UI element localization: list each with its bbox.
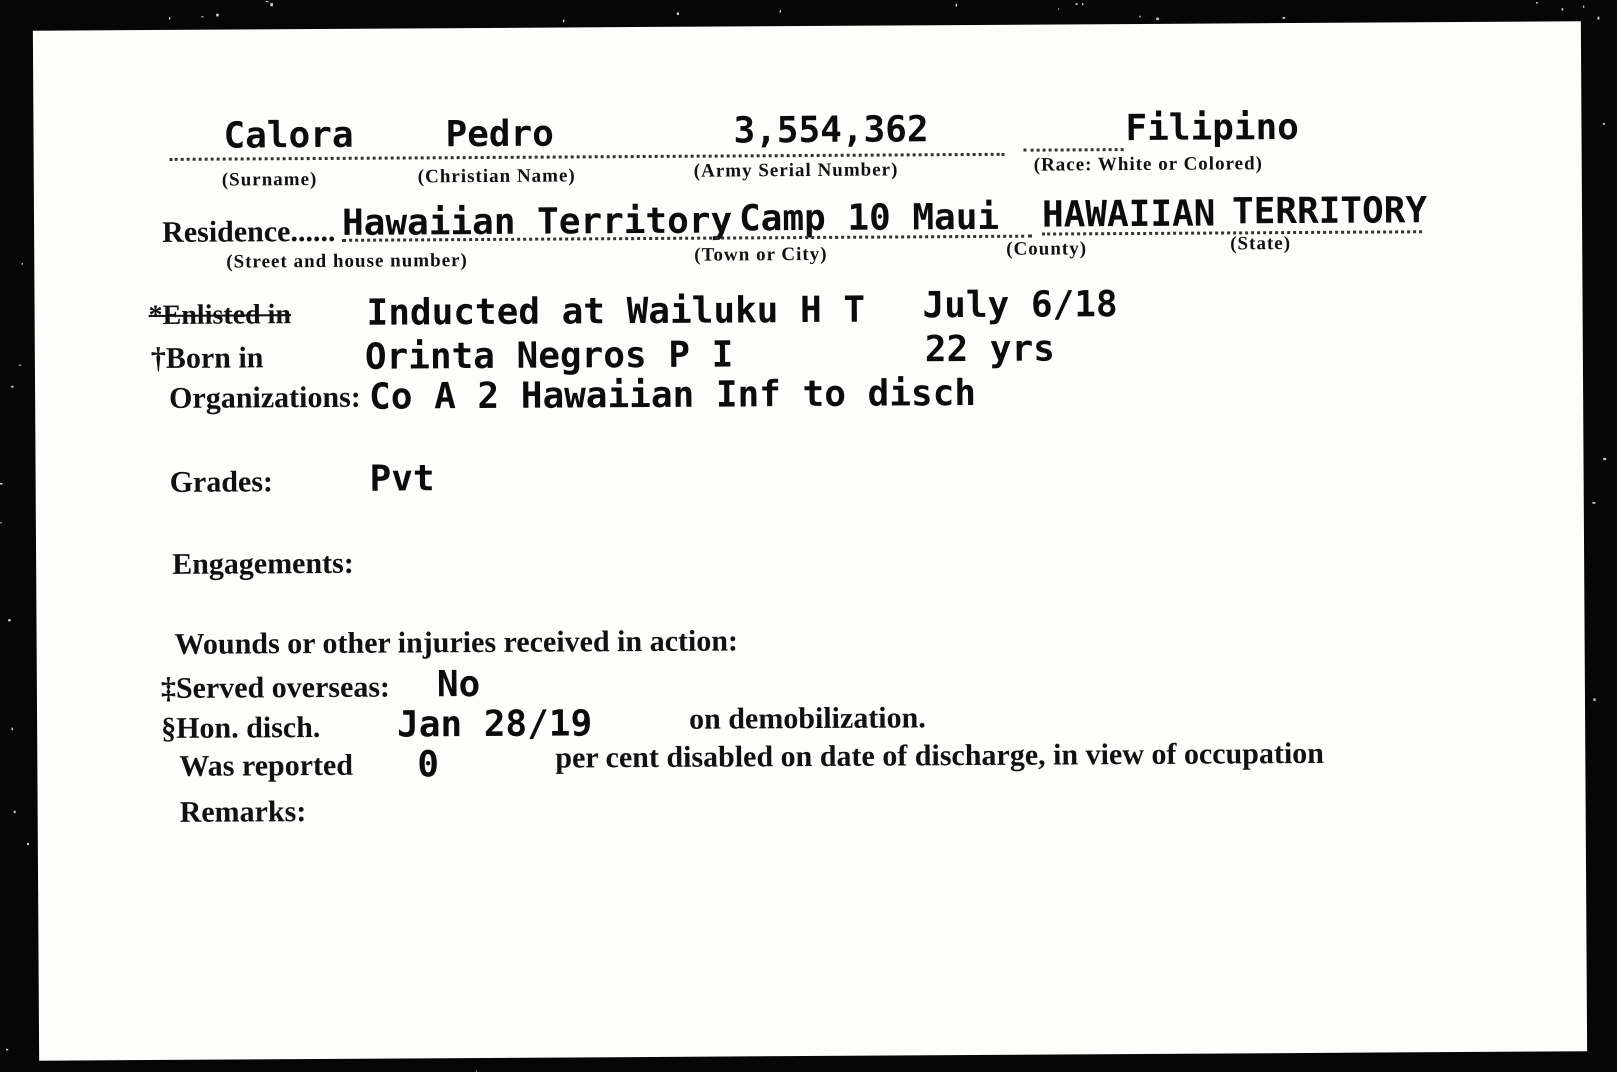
age-value: 22 yrs (924, 328, 1056, 371)
organizations-value: Co A 2 Hawaiian Inf to disch (368, 372, 977, 418)
reported-suffix: per cent disabled on date of discharge, in view of occupation (555, 736, 1325, 775)
scan-speckle (1058, 8, 1059, 9)
engagements-label: Engagements: (172, 546, 354, 581)
scan-speckle (270, 3, 273, 6)
race-caption: (Race: White or Colored) (1033, 153, 1264, 176)
scan-speckle (956, 4, 958, 7)
scan-speckle (1593, 502, 1596, 504)
scan-speckle (169, 17, 170, 20)
street-caption: (Street and house number) (226, 250, 468, 273)
scan-speckle (1593, 698, 1595, 701)
overseas-label: ‡Served overseas: (160, 670, 391, 705)
scan-speckle (27, 843, 29, 845)
county-caption: (County) (1006, 238, 1088, 260)
scan-speckle (1583, 6, 1584, 8)
remarks-label: Remarks: (179, 795, 307, 829)
residence-street-value: Hawaiian Territory (341, 200, 733, 244)
scan-speckle (1082, 3, 1083, 5)
born-label: †Born in (150, 341, 264, 376)
scan-speckle (1603, 123, 1605, 125)
scan-speckle (563, 20, 565, 23)
state-caption: (State) (1230, 233, 1292, 255)
scan-speckle (216, 14, 219, 17)
scan-speckle (1536, 2, 1538, 4)
enlisted-label: *Enlisted in (148, 299, 292, 332)
reported-label: Was reported (179, 748, 354, 783)
scan-speckle (11, 728, 13, 731)
scan-speckle (1603, 458, 1606, 460)
scan-speckle (0, 522, 2, 523)
scan-speckle (677, 12, 679, 15)
scan-speckle (1076, 3, 1078, 5)
scan-speckle (1139, 16, 1140, 18)
scan-speckle (19, 365, 21, 366)
scan-speckle (476, 1071, 477, 1072)
born-value: Orinta Negros P I (364, 334, 734, 378)
christian-name-value: Pedro (445, 113, 555, 156)
scan-speckle (14, 811, 16, 814)
christian-name-caption: (Christian Name) (417, 165, 576, 188)
race-value: Filipino (1125, 107, 1299, 150)
surname-value: Calora (223, 114, 354, 157)
scan-speckle (1283, 17, 1286, 19)
town-caption: (Town or City) (694, 243, 828, 266)
overseas-value: No (436, 664, 481, 706)
scan-speckle (201, 16, 204, 17)
wounds-label: Wounds or other injuries received in action: (174, 624, 739, 661)
residence-town-value: Camp 10 Maui (738, 196, 1000, 240)
record-card (33, 21, 1587, 1060)
scan-speckle (11, 386, 13, 388)
scan-speckle (1562, 8, 1564, 10)
residence-county-value: HAWAIIAN (1041, 193, 1216, 236)
enlisted-value: Inducted at Wailuku H T (366, 289, 866, 334)
surname-caption: (Surname) (221, 169, 318, 191)
scan-speckle (6, 1049, 8, 1051)
serial-caption: (Army Serial Number) (693, 159, 899, 182)
organizations-label: Organizations: (169, 380, 361, 415)
race-dotted-line (1024, 148, 1124, 152)
residence-state-value: TERRITORY (1231, 190, 1428, 233)
scan-speckle (780, 10, 781, 13)
residence-label: Residence...... (162, 214, 336, 249)
serial-number-value: 3,554,362 (733, 109, 929, 152)
scan-speckle (0, 483, 2, 485)
scan-speckle (1156, 18, 1159, 21)
grades-value: Pvt (369, 458, 435, 500)
hon-disch-label: §Hon. disch. (161, 710, 321, 745)
scan-speckle (22, 263, 23, 265)
enlisted-date-value: July 6/18 (922, 284, 1118, 327)
hon-disch-value: Jan 28/19 (396, 703, 593, 746)
scan-speckle (8, 619, 11, 621)
scan-speckle (1598, 17, 1600, 20)
scan-speckle (266, 1, 268, 2)
hon-disch-suffix: on demobilization. (688, 701, 926, 736)
reported-value: 0 (417, 744, 440, 786)
grades-label: Grades: (169, 465, 274, 499)
